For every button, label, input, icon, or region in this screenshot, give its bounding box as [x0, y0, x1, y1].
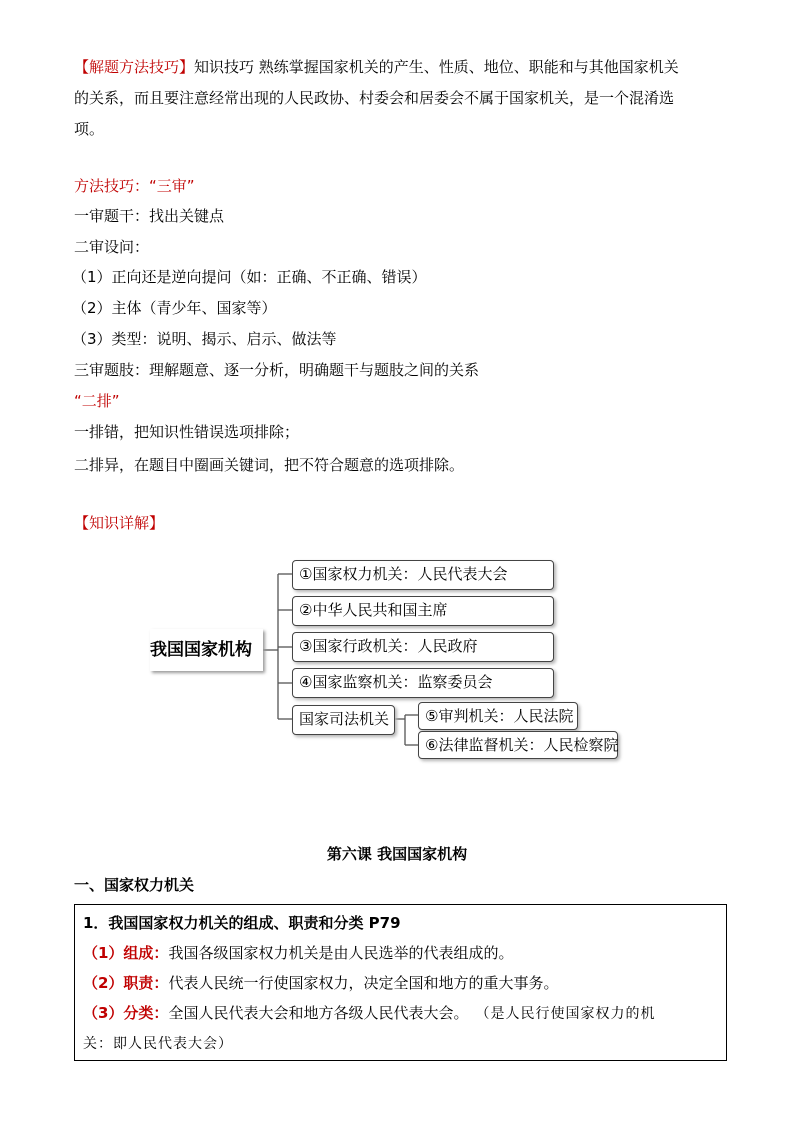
box-note-a: （是人民行使国家权力的机 — [482, 1006, 656, 1022]
check-step-1: 一审题干：找出关键点 — [74, 207, 225, 225]
exclude-step-2: 二排异，在题目中圈画关键词，把不符合题意的选项排除。 — [74, 456, 465, 474]
intro-line-2: 的关系，而且要注意经常出现的人民政协、村委会和居委会不属于国家机关，是一个混淆选 — [74, 89, 675, 107]
mindmap-branch-4: ④国家监察机关：监察委员会 — [292, 668, 554, 698]
section-title: 一、国家权力机关 — [74, 876, 195, 894]
box-heading: 1．我国国家权力机关的组成、职责和分类 P79 — [83, 914, 401, 932]
knowledge-box — [74, 904, 727, 1061]
box-item-1-label: （1）组成： — [83, 944, 169, 962]
two-excludes-heading: “二排” — [74, 392, 120, 410]
mindmap-judicial-procuratorate: ⑥法律监督机关：人民检察院 — [418, 731, 618, 759]
check-step-2: 二审设问： — [74, 238, 150, 256]
box-item-2-text: 代表人民统一行使国家权力，决定全国和地方的重大事务。 — [168, 974, 559, 992]
intro-line-3: 项。 — [74, 120, 105, 138]
mindmap-branch-1: ①国家权力机关：人民代表大会 — [292, 560, 554, 590]
box-item-3-text: 全国人民代表大会和地方各级人民代表大会。 — [168, 1004, 469, 1022]
box-note-b: 关：即人民代表大会） — [83, 1036, 233, 1052]
box-item-2-label: （2）职责： — [83, 974, 169, 992]
exclude-step-1: 一排错，把知识性错误选项排除； — [74, 423, 300, 441]
check-sub-3: （3）类型：说明、揭示、启示、做法等 — [72, 330, 337, 348]
mindmap-branch-2: ②中华人民共和国主席 — [292, 596, 554, 626]
check-sub-2: （2）主体（青少年、国家等） — [72, 299, 277, 317]
mindmap-judicial-court: ⑤审判机关：人民法院 — [418, 702, 578, 730]
check-step-3: 三审题肢：理解题意、逐一分析，明确题干与题肢之间的关系 — [74, 361, 480, 379]
mindmap-branch-3: ③国家行政机关：人民政府 — [292, 632, 554, 662]
intro-label: 【解题方法技巧】 — [74, 58, 195, 76]
lesson-title: 第六课 我国国家机构 — [326, 845, 468, 863]
check-sub-1: （1）正向还是逆向提问（如：正确、不正确、错误） — [72, 268, 427, 286]
box-item-3-label: （3）分类： — [83, 1004, 169, 1022]
mindmap-root: 我国国家机构 — [150, 629, 263, 671]
box-item-1-text: 我国各级国家权力机关是由人民选举的代表组成的。 — [168, 944, 514, 962]
mindmap-branch-judicial: 国家司法机关 — [292, 705, 395, 735]
knowledge-label: 【知识详解】 — [74, 514, 165, 532]
intro-line-1: 知识技巧 熟练掌握国家机关的产生、性质、地位、职能和与其他国家机关 — [194, 58, 679, 76]
three-checks-heading: 方法技巧：“三审” — [74, 177, 195, 195]
